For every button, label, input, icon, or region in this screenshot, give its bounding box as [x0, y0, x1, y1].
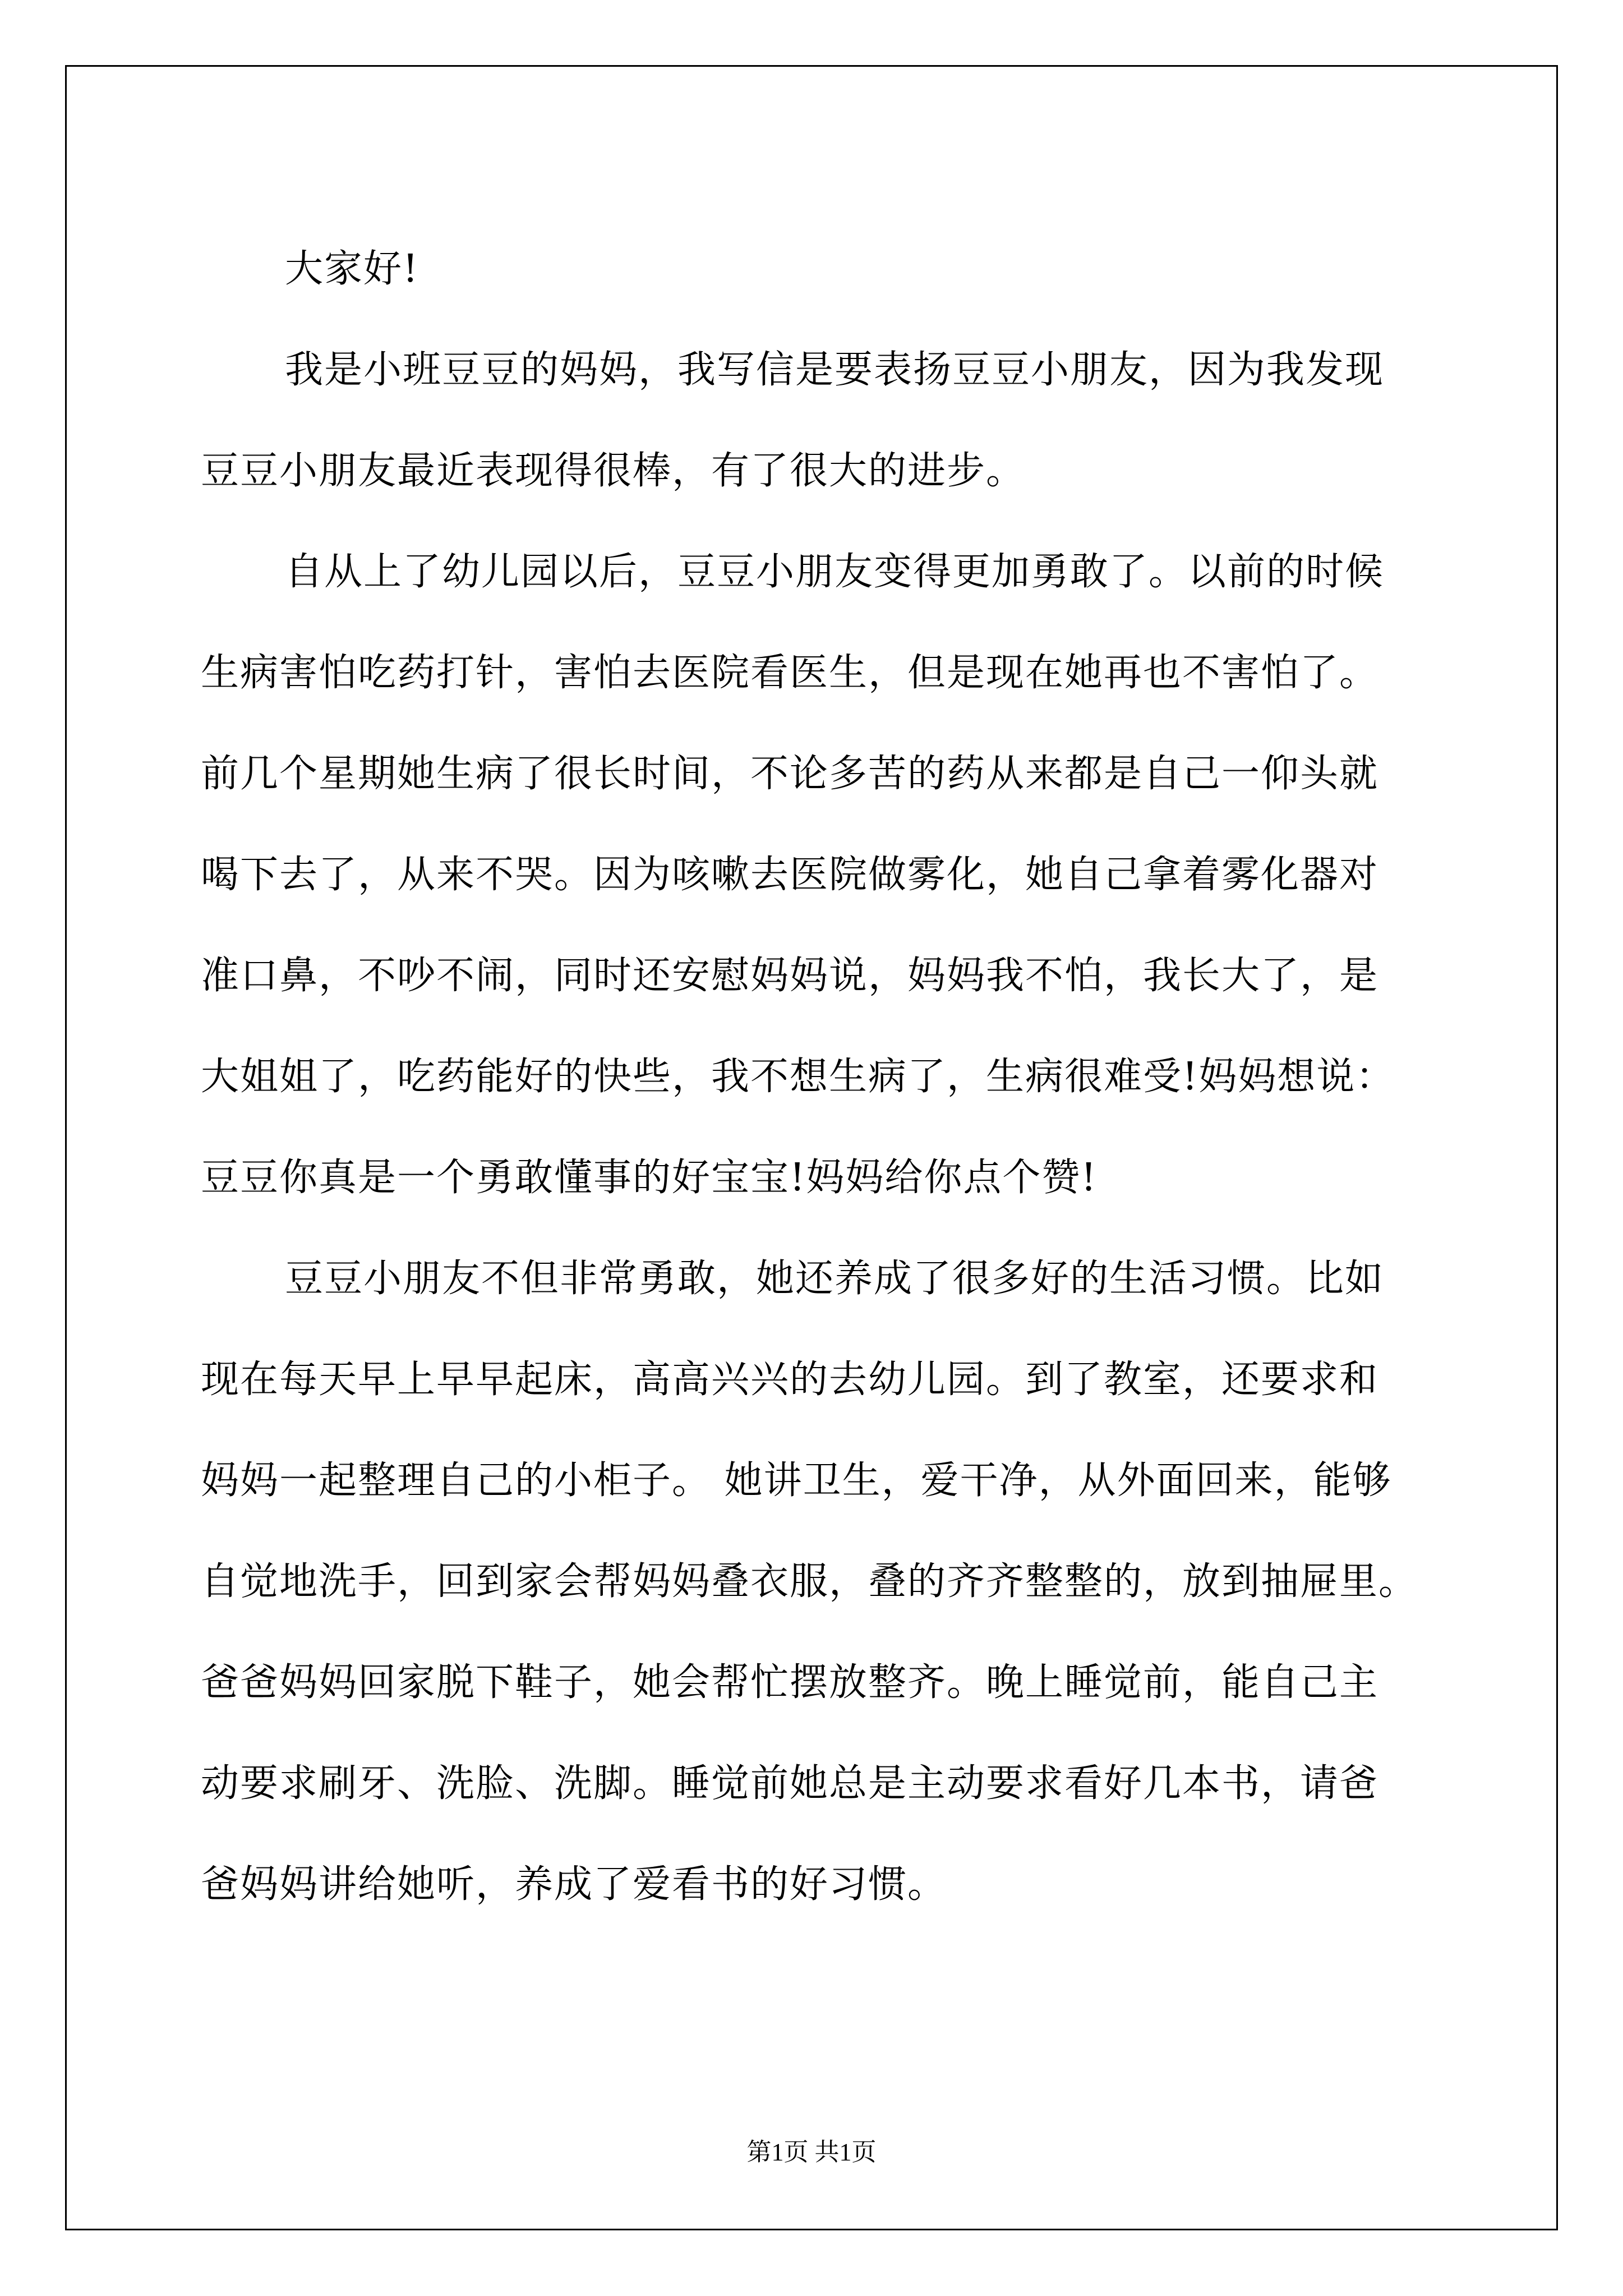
paragraph-line: 豆豆小朋友不但非常勇敢，她还养成了很多好的生活习惯。比如 [285, 1257, 1385, 1301]
paragraph-line: 我是小班豆豆的妈妈，我写信是要表扬豆豆小朋友，因为我发现 [285, 348, 1385, 392]
page-footer: 第1页 共1页 [746, 2138, 877, 2166]
paragraph-line: 动要求刷牙、洗脸、洗脚。睡觉前她总是主动要求看好几本书，请爸 [201, 1761, 1379, 1806]
paragraph-line: 大姐姐了，吃药能好的快些，我不想生病了，生病很难受!妈妈想说： [201, 1055, 1395, 1099]
greeting: 大家好! [285, 247, 419, 291]
paragraph-line: 妈妈一起整理自己的小柜子。 她讲卫生，爱干净，从外面回来，能够 [201, 1458, 1392, 1503]
paragraph-line: 前几个星期她生病了很长时间，不论多苦的药从来都是自己一仰头就 [201, 752, 1379, 796]
paragraph-line: 豆豆你真是一个勇敢懂事的好宝宝!妈妈给你点个赞! [201, 1156, 1098, 1200]
paragraph-line: 爸爸妈妈回家脱下鞋子，她会帮忙摆放整齐。晚上睡觉前，能自己主 [201, 1660, 1379, 1705]
paragraph-line: 豆豆小朋友最近表现得很棒，有了很大的进步。 [201, 449, 1026, 493]
letter-body [201, 219, 1435, 1935]
paragraph-line: 爸妈妈讲给她听，养成了爱看书的好习惯。 [201, 1862, 947, 1907]
paragraph-line: 准口鼻，不吵不闹，同时还安慰妈妈说，妈妈我不怕，我长大了，是 [201, 954, 1379, 998]
paragraph-line: 现在每天早上早早起床，高高兴兴的去幼儿园。到了教室，还要求和 [201, 1358, 1379, 1402]
paragraph-line: 自从上了幼儿园以后，豆豆小朋友变得更加勇敢了。以前的时候 [285, 550, 1385, 594]
paragraph-line: 生病害怕吃药打针，害怕去医院看医生，但是现在她再也不害怕了。 [201, 651, 1379, 695]
paragraph-line: 自觉地洗手，回到家会帮妈妈叠衣服，叠的齐齐整整的，放到抽屉里。 [201, 1559, 1418, 1604]
paragraph-line: 喝下去了，从来不哭。因为咳嗽去医院做雾化，她自己拿着雾化器对 [201, 853, 1379, 897]
